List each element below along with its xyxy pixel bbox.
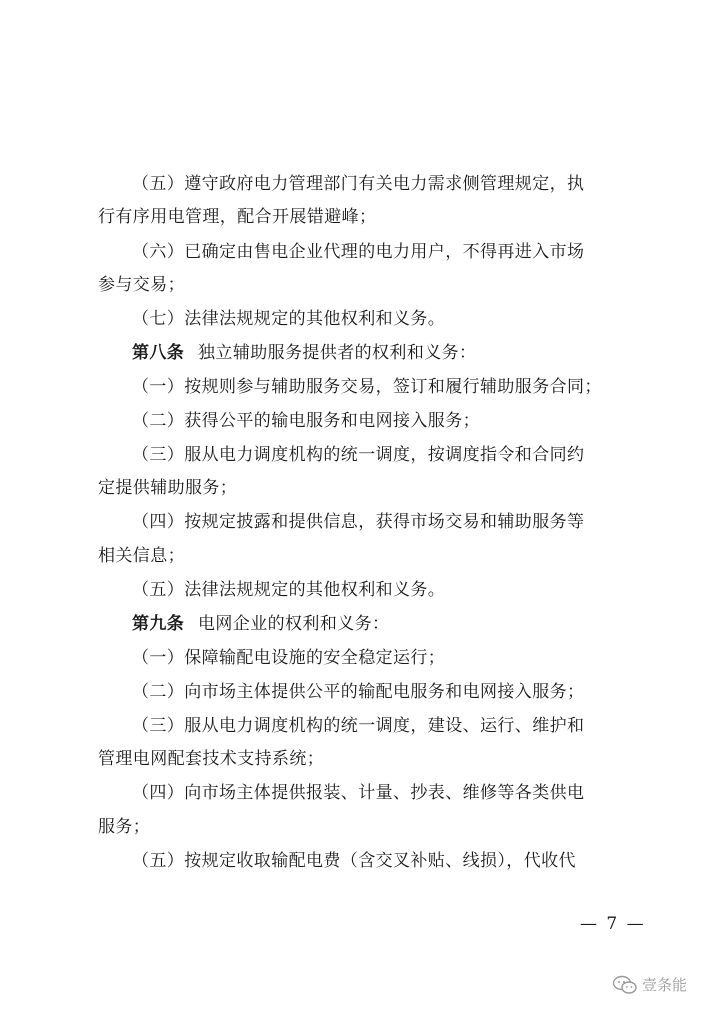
watermark-text: 壹条能	[642, 976, 688, 994]
article-8-heading	[132, 341, 476, 365]
text-line: 服务；	[98, 817, 151, 837]
article-title: 电网企业的权利和义务：	[198, 614, 390, 634]
article-number: 第八条	[132, 343, 185, 363]
text-line: （五）法律法规规定的其他权利和义务。	[132, 580, 446, 600]
article-9-heading	[132, 612, 389, 636]
text-line: （二）向市场主体提供公平的输配电服务和电网接入服务；	[132, 682, 585, 702]
text-line: （三）服从电力调度机构的统一调度，按调度指令和合同约	[132, 445, 585, 465]
text-line: （七）法律法规规定的其他权利和义务。	[132, 309, 446, 329]
text-line: （五）按规定收取输配电费（含交叉补贴、线损），代收代	[132, 851, 576, 871]
text-line: （三）服从电力调度机构的统一调度，建设、运行、维护和	[132, 716, 585, 736]
text-line: （五）遵守政府电力管理部门有关电力需求侧管理规定，执	[132, 174, 585, 194]
text-line: （四）按规定披露和提供信息，获得市场交易和辅助服务等	[132, 512, 585, 532]
text-line: 行有序用电管理，配合开展错避峰；	[98, 207, 377, 227]
text-line: 定提供辅助服务；	[98, 478, 238, 498]
wechat-icon	[612, 975, 638, 995]
text-line: （六）已确定由售电企业代理的电力用户，不得再进入市场	[132, 242, 585, 262]
watermark	[612, 974, 687, 995]
text-line: （四）向市场主体提供报装、计量、抄表、维修等各类供电	[132, 783, 585, 803]
text-line: 相关信息；	[98, 546, 185, 566]
article-title: 独立辅助服务提供者的权利和义务：	[198, 343, 477, 363]
text-line: （一）保障输配电设施的安全稳定运行；	[132, 648, 446, 668]
text-line: （二）获得公平的输电服务和电网接入服务；	[132, 411, 480, 431]
article-number: 第九条	[132, 614, 185, 634]
text-line: 参与交易；	[98, 275, 185, 295]
page-number: — 7 —	[580, 914, 646, 934]
text-line: （一）按规则参与辅助服务交易，签订和履行辅助服务合同；	[132, 377, 602, 397]
text-line: 管理电网配套技术支持系统；	[98, 749, 325, 769]
